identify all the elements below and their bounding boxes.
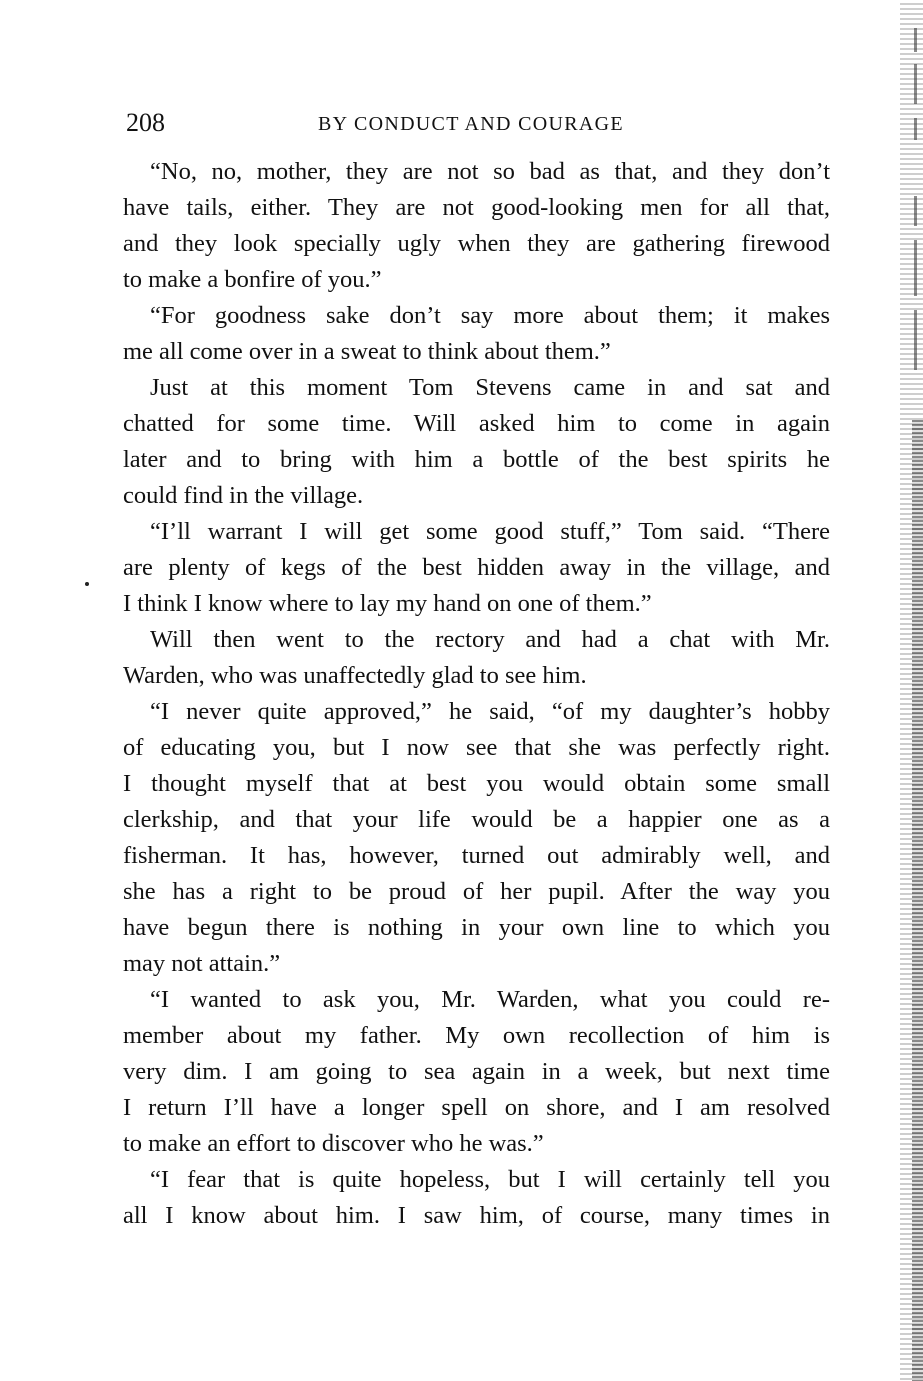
running-head: BY CONDUCT AND COURAGE bbox=[318, 113, 624, 135]
text-line: member about my father. My own recollection of him is bbox=[123, 1022, 830, 1049]
text-line: have begun there is nothing in your own line to which you bbox=[123, 914, 830, 941]
paragraph-6 bbox=[123, 694, 830, 982]
text-line: and they look specially ugly when they are gathering firewood bbox=[123, 230, 830, 257]
text-line: Just at this moment Tom Stevens came in and sat and bbox=[150, 374, 830, 401]
text-line: “No, no, mother, they are not so bad as that, and they don’t bbox=[150, 158, 830, 185]
text-line: I return I’ll have a longer spell on shore, and I am resolved bbox=[123, 1094, 830, 1121]
text-line: all I know about him. I saw him, of course, many times in bbox=[123, 1202, 830, 1229]
text-line: are plenty of kegs of the best hidden away in the village, and bbox=[123, 554, 830, 581]
text-line: “I wanted to ask you, Mr. Warden, what you could re- bbox=[150, 986, 830, 1013]
paragraph-3 bbox=[123, 370, 830, 514]
text-line: “I never quite approved,” he said, “of my daughter’s hobby bbox=[150, 698, 830, 725]
paragraph-4 bbox=[123, 514, 830, 622]
text-line: very dim. I am going to sea again in a week, but next time bbox=[123, 1058, 830, 1085]
text-line: of educating you, but I now see that she was perfectly right. bbox=[123, 734, 830, 761]
page-number: 208 bbox=[126, 108, 165, 137]
gutter-mark bbox=[914, 28, 917, 52]
text-line: “I fear that is quite hopeless, but I will certainly tell you bbox=[150, 1166, 830, 1193]
paragraph-8 bbox=[123, 1162, 830, 1234]
text-line: me all come over in a sweat to think about them.” bbox=[123, 338, 611, 365]
text-line: clerkship, and that your life would be a happier one as a bbox=[123, 806, 830, 833]
gutter-mark bbox=[914, 240, 917, 296]
ink-speck bbox=[85, 582, 89, 586]
text-line: Will then went to the rectory and had a chat with Mr. bbox=[150, 626, 830, 653]
gutter-mark bbox=[914, 196, 917, 226]
text-line: I thought myself that at best you would obtain some small bbox=[123, 770, 830, 797]
body-text bbox=[123, 154, 830, 1234]
text-line: fisherman. It has, however, turned out admirably well, and bbox=[123, 842, 830, 869]
page-gutter-shadow bbox=[912, 420, 923, 1381]
text-line: chatted for some time. Will asked him to come in again bbox=[123, 410, 830, 437]
gutter-mark bbox=[914, 118, 917, 140]
paragraph-2 bbox=[123, 298, 830, 370]
text-line: may not attain.” bbox=[123, 950, 281, 977]
text-line: have tails, either. They are not good-looking men for all that, bbox=[123, 194, 830, 221]
text-line: she has a right to be proud of her pupil. After the way you bbox=[123, 878, 830, 905]
paragraph-5 bbox=[123, 622, 830, 694]
text-line: later and to bring with him a bottle of the best spirits he bbox=[123, 446, 830, 473]
text-line: to make a bonfire of you.” bbox=[123, 266, 382, 293]
text-line: I think I know where to lay my hand on one of them.” bbox=[123, 590, 652, 617]
gutter-mark bbox=[914, 64, 917, 104]
text-line: to make an effort to discover who he was.” bbox=[123, 1130, 544, 1157]
text-line: “For goodness sake don’t say more about them; it makes bbox=[150, 302, 830, 329]
text-line: Warden, who was unaffectedly glad to see him. bbox=[123, 662, 587, 689]
gutter-mark bbox=[914, 310, 917, 370]
text-line: “I’ll warrant I will get some good stuff,” Tom said. “There bbox=[150, 518, 830, 545]
page-header bbox=[126, 106, 828, 140]
text-line: could find in the village. bbox=[123, 482, 364, 509]
paragraph-1 bbox=[123, 154, 830, 298]
paragraph-7 bbox=[123, 982, 830, 1162]
